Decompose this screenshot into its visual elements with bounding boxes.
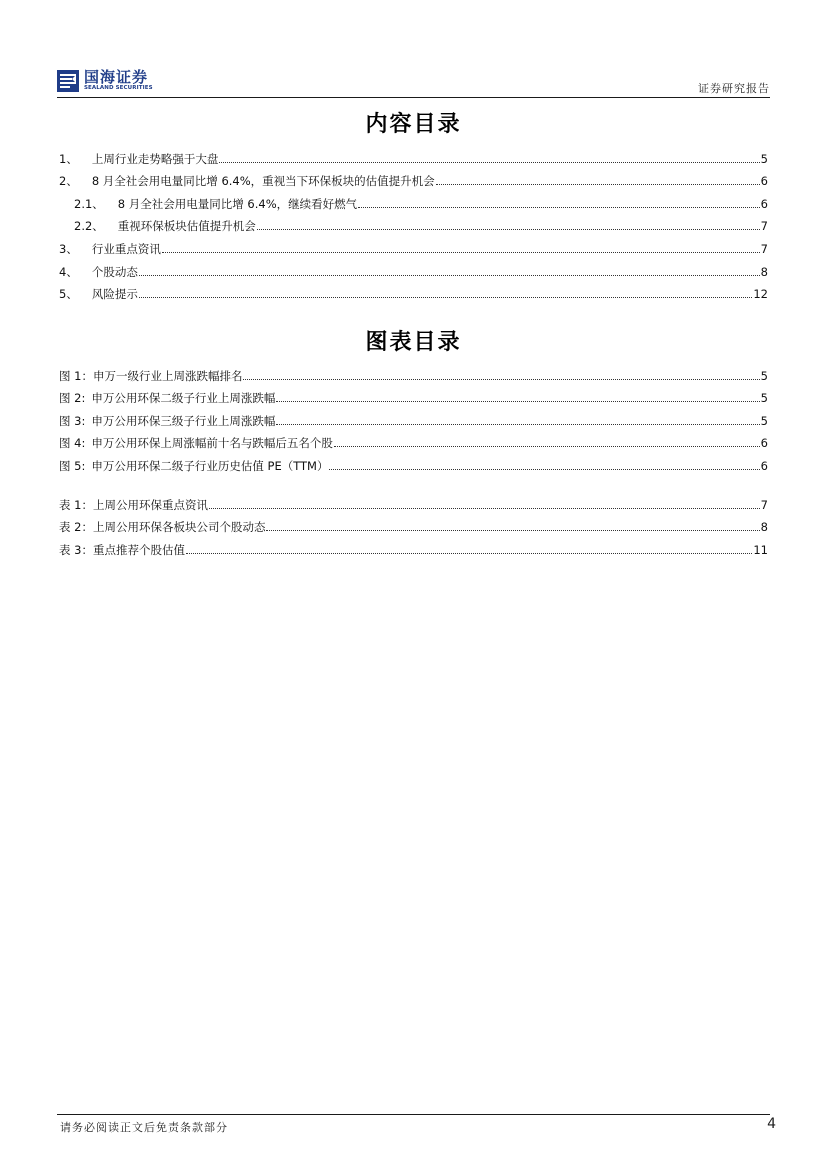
figure-title: 申万一级行业上周涨跌幅排名 [92,368,243,383]
dot-leader [139,296,753,298]
table-number: 表 1： [59,497,93,512]
toc-entry-title: 行业重点资讯 [91,241,161,256]
toc-entry-number: 2.1、 [74,196,104,211]
toc-entry-title: 8 月全社会用电量同比增 6.4%，继续看好燃气 [117,196,358,211]
dot-leader [266,529,759,531]
dot-leader [276,400,759,402]
footer-divider [57,1114,770,1115]
sealand-logo-icon [57,70,79,92]
company-logo [57,69,153,92]
table-number: 表 3： [59,542,93,557]
disclaimer-note: 请务必阅读正文后免责条款部分 [60,1121,228,1134]
contents-title: 内容目录 [365,112,462,137]
dot-leader [276,423,759,425]
table-entry[interactable] [59,513,768,536]
page-number: 4 [767,1116,776,1132]
dot-leader [219,161,759,163]
table-page: 8 [760,520,768,535]
figure-entry[interactable] [59,361,768,384]
toc-entry-page: 5 [760,151,768,166]
table-title: 上周公用环保重点资讯 [92,497,208,512]
figure-page: 6 [760,458,768,473]
toc-entry-page: 8 [760,264,768,279]
table-title: 重点推荐个股估值 [92,542,185,557]
dot-leader [162,251,760,253]
toc-entry-number: 5、 [59,287,78,302]
figures-list [59,361,768,474]
toc-entry-number: 1、 [59,151,78,166]
figure-entry[interactable] [59,451,768,474]
dot-leader [139,274,760,276]
table-page: 7 [760,497,768,512]
figure-number: 图 1： [59,368,93,383]
toc-entry-title: 8 月全社会用电量同比增 6.4%，重视当下环保板块的估值提升机会 [91,174,435,189]
table-title: 上周公用环保各板块公司个股动态 [92,520,266,535]
figure-entry[interactable] [59,429,768,452]
table-number: 表 2： [59,520,93,535]
toc-entry[interactable] [59,144,768,167]
logo-chinese-name: 国海证券 [84,68,149,86]
figure-title: 申万公用环保上周涨幅前十名与跌幅后五名个股 [91,436,333,451]
toc-entry-title: 重视环保板块估值提升机会 [117,219,256,234]
toc-subentry[interactable] [59,189,768,212]
tables-list [59,490,768,558]
figure-page: 6 [760,436,768,451]
toc-entry[interactable] [59,257,768,280]
toc-entry-number: 2.2、 [74,219,104,234]
toc-entry-page: 12 [753,287,768,302]
dot-leader [243,378,759,380]
toc-entry-title: 风险提示 [91,287,138,302]
toc-subentry[interactable] [59,212,768,235]
figure-entry[interactable] [59,384,768,407]
contents-list [59,144,768,302]
figure-page: 5 [760,413,768,428]
dot-leader [209,507,760,509]
dot-leader [257,228,760,230]
toc-entry-title: 上周行业走势略强于大盘 [91,151,219,166]
dot-leader [436,183,760,185]
figure-page: 5 [760,368,768,383]
toc-entry[interactable] [59,234,768,257]
figures-tables-title: 图表目录 [365,330,462,355]
toc-entry[interactable] [59,167,768,190]
logo-english-name: SEALAND SECURITIES [84,85,153,91]
toc-entry-page: 7 [760,219,768,234]
toc-entry-number: 4、 [59,264,78,279]
toc-entry-number: 3、 [59,241,78,256]
table-entry[interactable] [59,490,768,513]
page-header [57,64,770,96]
toc-entry-page: 6 [760,196,768,211]
figure-title: 申万公用环保二级子行业历史估值 PE（TTM） [91,458,329,473]
header-divider [57,97,770,98]
figure-number: 图 4: [59,436,86,451]
table-page: 11 [753,542,768,557]
figure-number: 图 5: [59,458,86,473]
figure-number: 图 2: [59,391,86,406]
toc-entry[interactable] [59,280,768,303]
dot-leader [358,206,760,208]
toc-entry-title: 个股动态 [91,264,138,279]
toc-entry-page: 6 [760,174,768,189]
table-entry[interactable] [59,535,768,558]
dot-leader [186,552,752,554]
dot-leader [334,445,760,447]
figure-entry[interactable] [59,406,768,429]
toc-entry-page: 7 [760,241,768,256]
figure-title: 申万公用环保三级子行业上周涨跌幅 [91,413,276,428]
toc-entry-number: 2、 [59,174,78,189]
figure-title: 申万公用环保二级子行业上周涨跌幅 [91,391,276,406]
figure-number: 图 3: [59,413,86,428]
report-type-label: 证券研究报告 [698,82,770,95]
figure-page: 5 [760,391,768,406]
dot-leader [329,468,759,470]
